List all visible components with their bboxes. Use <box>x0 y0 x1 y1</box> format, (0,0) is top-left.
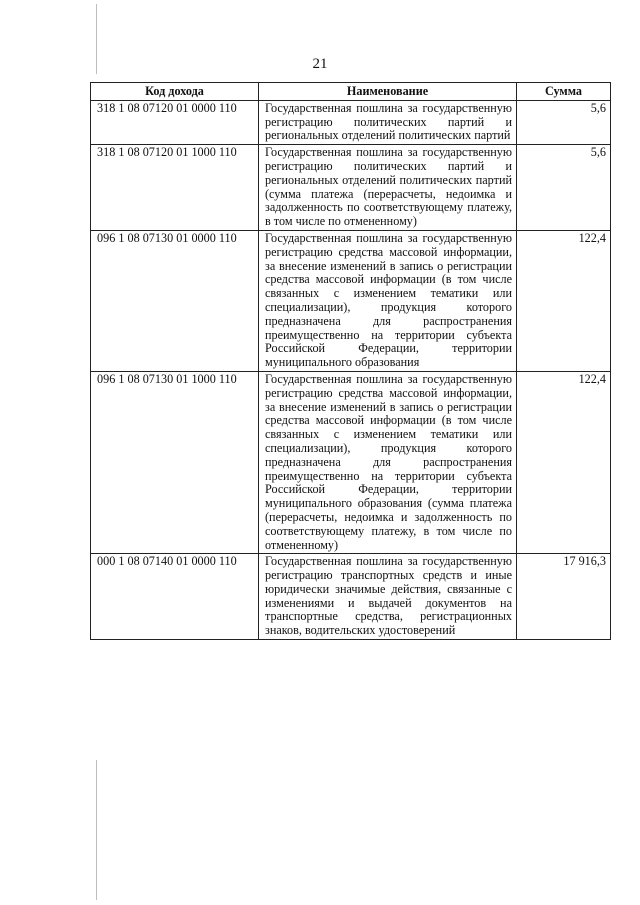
revenue-code: 318 1 08 07120 01 1000 110 <box>91 145 259 231</box>
table-row <box>91 100 611 144</box>
revenue-code: 096 1 08 07130 01 0000 110 <box>91 230 259 371</box>
revenue-sum: 122,4 <box>517 230 611 371</box>
revenue-sum: 5,6 <box>517 145 611 231</box>
revenue-table <box>90 82 611 640</box>
table-row <box>91 371 611 553</box>
scan-margin-mark <box>96 760 97 900</box>
header-name: Наименование <box>259 83 517 101</box>
revenue-code: 000 1 08 07140 01 0000 110 <box>91 554 259 640</box>
header-sum: Сумма <box>517 83 611 101</box>
table-header-row <box>91 83 611 101</box>
revenue-name: Государственная пошлина за государственную регистрацию транспортных средств и иные юридически значимые действия, связанные с изменениями и выдачей документов на транспортные средства, регистрационных знаков, водительских удостоверений <box>259 554 517 640</box>
revenue-sum: 5,6 <box>517 100 611 144</box>
revenue-name: Государственная пошлина за государственную регистрацию средства массовой информации, за внесение изменений в запись о регистрации средства массовой информации (в том числе связанных с изменением тематики или специализации), продукция которого предназначена для распространения преимущественно на территории субъекта Российской Федерации, территории муниципального образования <box>259 230 517 371</box>
revenue-sum: 17 916,3 <box>517 554 611 640</box>
revenue-name: Государственная пошлина за государственную регистрацию средства массовой информации, за внесение изменений в запись о регистрации средства массовой информации (в том числе связанных с изменением тематики или специализации), продукция которого предназначена для распространения преимущественно на территории субъекта Российской Федерации, территории муниципального образования (сумма платежа (перерасчеты, недоимка и задолженность по соответствующему платежу, в том числе по отмененному) <box>259 371 517 553</box>
revenue-name: Государственная пошлина за государственную регистрацию политических партий и региональных отделений политических партий (сумма платежа (перерасчеты, недоимка и задолженность по соответствующему платежу, в том числе по отмененному) <box>259 145 517 231</box>
table-row <box>91 230 611 371</box>
revenue-name: Государственная пошлина за государственную регистрацию политических партий и региональных отделений политических партий <box>259 100 517 144</box>
revenue-sum: 122,4 <box>517 371 611 553</box>
revenue-code: 318 1 08 07120 01 0000 110 <box>91 100 259 144</box>
page-number: 21 <box>312 56 328 72</box>
table-row <box>91 145 611 231</box>
header-code: Код дохода <box>91 83 259 101</box>
revenue-code: 096 1 08 07130 01 1000 110 <box>91 371 259 553</box>
table-row <box>91 554 611 640</box>
